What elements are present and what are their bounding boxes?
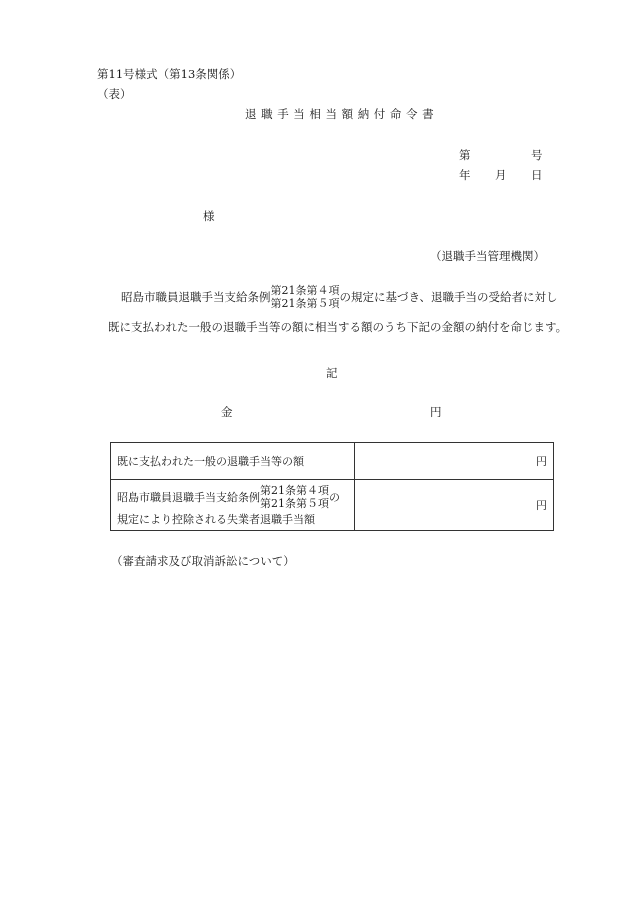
ki-heading: 記 bbox=[326, 366, 338, 380]
date-year: 年 bbox=[459, 168, 471, 182]
amount-label: 金 bbox=[221, 405, 233, 419]
form-number: 第11号様式（第13条関係） bbox=[97, 67, 242, 81]
document-title: 退職手当相当額納付命令書 bbox=[245, 107, 439, 121]
table-cell-label: 既に支払われた一般の退職手当等の額 bbox=[111, 443, 355, 480]
article-options bbox=[271, 284, 340, 310]
table-cell-label bbox=[111, 480, 355, 531]
table-cell-amount: 円 bbox=[355, 480, 554, 531]
body-clause: の規定に基づき、退職手当の受給者に対し bbox=[339, 290, 558, 304]
table-row bbox=[111, 443, 554, 480]
doc-number-suffix: 号 bbox=[531, 148, 543, 162]
row2-line2: 規定により控除される失業者退職手当額 bbox=[117, 512, 315, 526]
issuer-label: （退職手当管理機関） bbox=[430, 249, 545, 263]
article-option-a: 第21条第４項 bbox=[270, 284, 340, 297]
table-cell-amount: 円 bbox=[355, 443, 554, 480]
appeal-notice: （審査請求及び取消訴訟について） bbox=[111, 554, 295, 568]
amount-unit: 円 bbox=[430, 405, 442, 419]
recipient-suffix: 様 bbox=[203, 209, 215, 223]
date-month: 月 bbox=[495, 168, 507, 182]
row2-option-b: 第21条第５項 bbox=[260, 496, 329, 510]
row2-article-options bbox=[260, 484, 329, 510]
body-line-1 bbox=[121, 284, 558, 310]
side-label: （表） bbox=[97, 87, 132, 101]
row2-option-a: 第21条第４項 bbox=[260, 483, 329, 497]
doc-number-prefix: 第 bbox=[459, 148, 471, 162]
row2-particle: の bbox=[329, 490, 340, 504]
amount-table bbox=[110, 442, 554, 531]
body-line-2: 既に支払われた一般の退職手当等の額に相当する額のうち下記の金額の納付を命じます。 bbox=[108, 320, 568, 334]
article-option-b: 第21条第５項 bbox=[270, 297, 340, 310]
table-row bbox=[111, 480, 554, 531]
body-ordinance: 昭島市職員退職手当支給条例 bbox=[121, 290, 271, 304]
row2-ordinance: 昭島市職員退職手当支給条例 bbox=[117, 490, 260, 504]
date-day: 日 bbox=[531, 168, 543, 182]
